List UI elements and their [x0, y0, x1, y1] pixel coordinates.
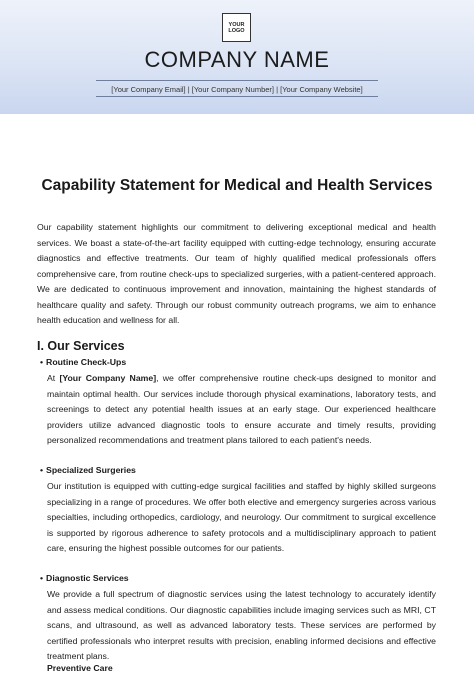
company-name: COMPANY NAME — [144, 47, 330, 72]
section-heading: I. Our Services — [37, 339, 125, 353]
company-name-placeholder: [Your Company Name] — [59, 373, 157, 383]
service-text-body: , we offer comprehensive routine check-ups designed to monitor and maintain optimal health. Our services include thorough physical examinations, laboratory tests, and screenings to detect any potential health issues at an early stage. Our experienced healthcare providers utilize advanced diagnostic tools to ensure accurate and timely results, providing personalized recommendations and treatment plans tailored to each patient's needs. — [47, 373, 437, 445]
company-logo — [222, 13, 251, 42]
logo-text: YOUR LOGO — [228, 21, 245, 34]
divider-bottom — [96, 96, 378, 97]
divider-top — [96, 80, 378, 81]
intro-paragraph: Our capability statement highlights our commitment to delivering exceptional medical and health services. We boast a state-of-the-art facility equipped with cutting-edge technology, ensuring accurate diagnostics and effective treatments. Our team of highly qualified medical professionals offers comprehensive care, from routine check-ups to specialized surgeries, with a patient-centered approach. We are dedicated to continuous improvement and innovation, maintaining the highest standards of healthcare quality and safety. Through our robust community outreach programs, we aim to enhance health education and wellness for all. — [37, 222, 436, 325]
service-text-diagnostic-services: We provide a full spectrum of diagnostic services using the latest technology to accurately identify and assess medical conditions. Our diagnostic capabilities include imaging services such as MRI, CT scans, and ultrasound, as well as advanced laboratory tests. These services are performed by certified professionals who interpret results with precision, enabling informed decisions and effective treatment plans. — [47, 589, 436, 661]
service-heading-specialized-surgeries: • Specialized Surgeries — [40, 465, 136, 475]
contact-line: [Your Company Email] | [Your Company Number] | [Your Company Website] — [111, 85, 363, 94]
header-banner — [0, 0, 474, 114]
service-heading-preventive-care: Preventive Care — [47, 663, 113, 673]
document-title: Capability Statement for Medical and Health Services — [41, 177, 433, 194]
service-text-routine-checkups — [47, 371, 436, 449]
service-heading-diagnostic-services: • Diagnostic Services — [40, 573, 129, 583]
service-heading-routine-checkups: • Routine Check-Ups — [40, 357, 126, 367]
service-text-prefix: At — [47, 373, 60, 383]
service-text-specialized-surgeries: Our institution is equipped with cutting-edge surgical facilities and staffed by highly skilled surgeons specializing in a range of procedures. We offer both elective and emergency surgeries across various specialties, including orthopedics, cardiology, and neurology. Our commitment to surgical excellence is supported by rigorous adherence to safety protocols and a multidisciplinary approach to patient care, ensuring the highest possible outcomes for our patients. — [47, 481, 436, 553]
